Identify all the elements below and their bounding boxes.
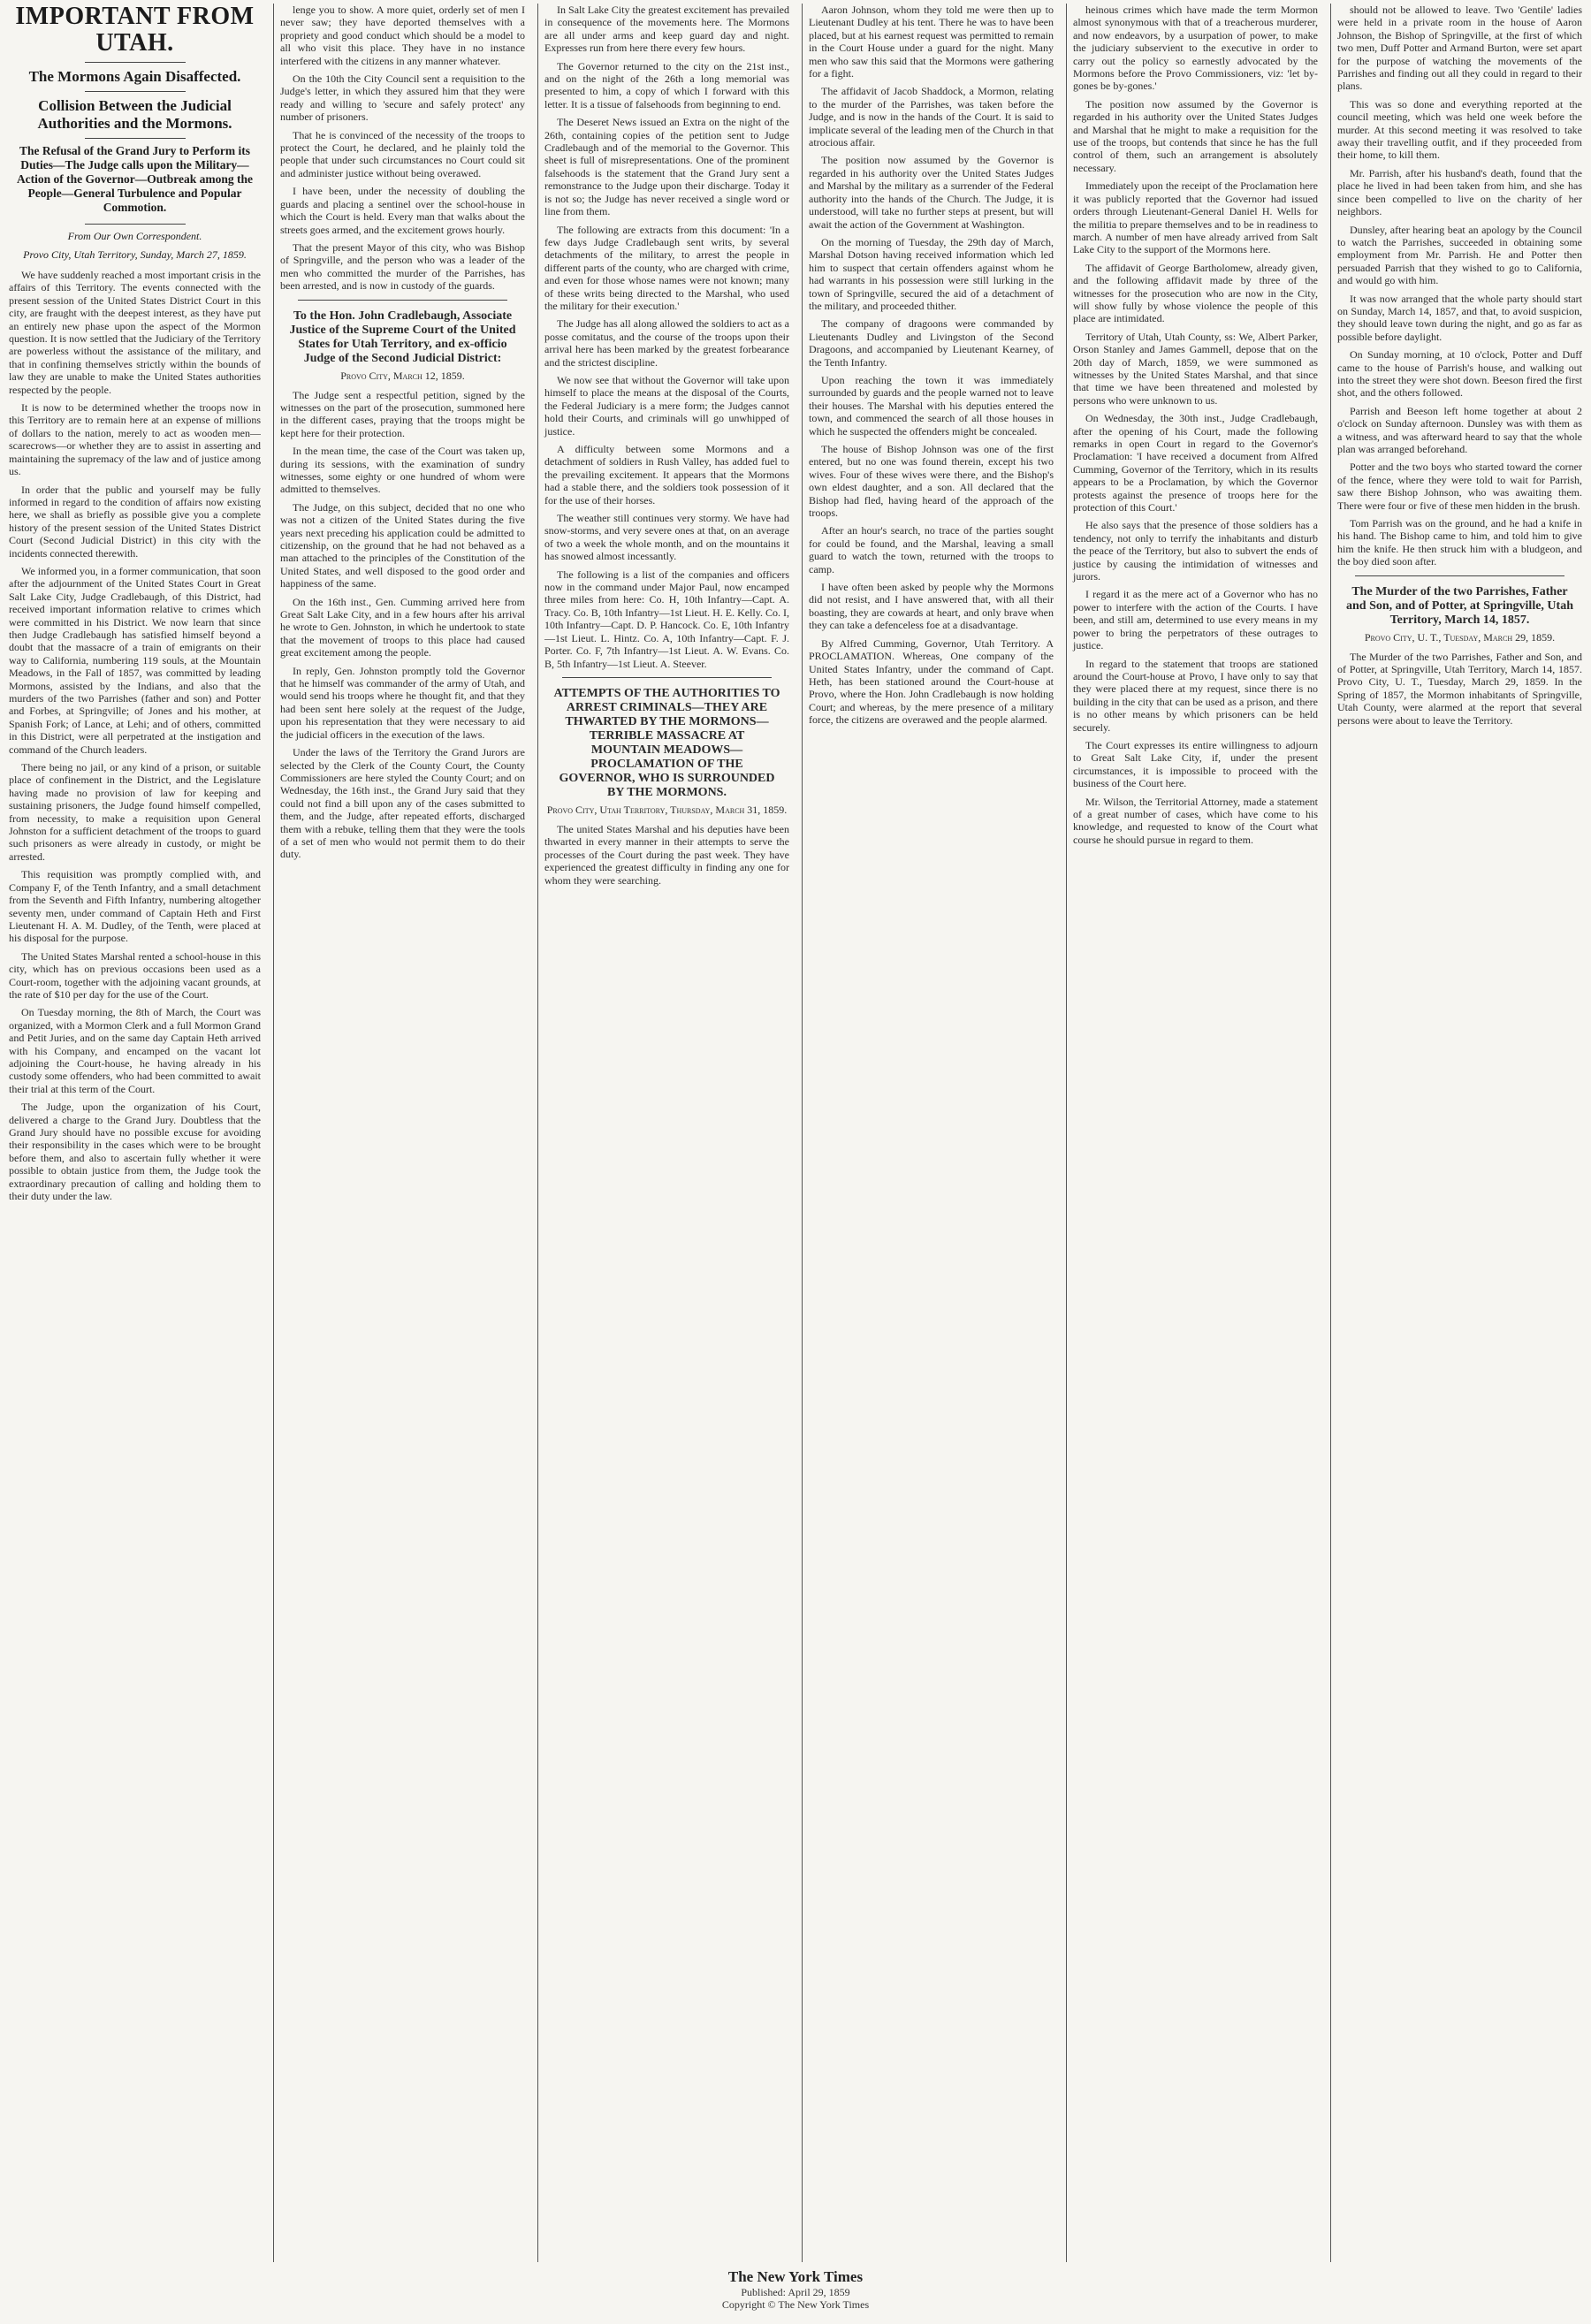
subhead-title: To the Hon. John Cradlebaugh, Associate Justice of the Supreme Court of the United States for Utah Territory, and ex-officio Judge of the Second Judicial District:	[289, 309, 516, 365]
paragraph: It is now to be determined whether the troops now in this Territory are to remain here at an expense of millions of dollars to the nation, merely to act as wooden men—scarecrows—or whether they are to assist in asserting and maintaining the supremacy of the law and of justice among us.	[9, 401, 261, 478]
subhead-title: The Murder of the two Parrishes, Father and Son, and of Potter, at Springville, Utah Territory, March 14, 1857.	[1346, 584, 1573, 627]
paragraph: There being no jail, or any kind of a prison, or suitable place of confinement in the District, and the Legislature having made no provision of law for keeping and sustaining prisoners, the Judge found himself compelled, from necessity, to make a requisition upon General Johnston for a sufficient detachment of the troops to guard such prisoners as were already in custody, or might be arrested.	[9, 761, 261, 863]
article-header	[9, 4, 261, 262]
paragraph: should not be allowed to leave. Two 'Gentile' ladies were held in a private room in the house of Aaron Johnson, the Bishop of Springville, at the first of which two men, Duff Potter and Armand Burton, were set apart for the purpose of watching the movements of the Parrishes and finding out all they could in regard to their plans.	[1337, 4, 1582, 93]
paragraph: On the 16th inst., Gen. Cumming arrived here from Great Salt Lake City, and in a few hours after his arrival he wrote to Gen. Johnston, in which he undertook to state that the movement of troops to this place had caused great excitement among the people.	[280, 595, 525, 659]
paragraph: In order that the public and yourself may be fully informed in regard to the condition of affairs now existing here, we shall as briefly as possible give you a complete history of the present session of the United States District Court (Second Judicial District) in this city with the incidents connected therewith.	[9, 483, 261, 560]
deck-1: The Mormons Again Disaffected.	[28, 68, 241, 85]
subhead-dateline: Provo City, March 12, 1859.	[340, 369, 465, 382]
paragraph: Tom Parrish was on the ground, and he had a knife in his hand. The Bishop came to him, and told him to give him the knife. He then struck him with a bludgeon, and the boy died soon after.	[1337, 517, 1582, 568]
section-rule	[298, 300, 507, 301]
column-4	[802, 4, 1054, 2262]
column-1-body	[9, 269, 261, 1202]
section-rule	[1355, 575, 1564, 576]
paragraph: That the present Mayor of this city, who was Bishop of Springville, and the person who was a leader of the men who committed the murder of the Parrishes, has been arrested, and is now in custody of the guards.	[280, 240, 525, 293]
paragraph: The affidavit of Jacob Shaddock, a Mormon, relating to the murder of the Parrishes, was taken before the Judge, and is now in the hands of the Court. It is said to implicate several of the leading men of the Church in that atrocious affair.	[809, 85, 1054, 149]
deck-3: The Refusal of the Grand Jury to Perform its Duties—The Judge calls upon the Military—Action of the Governor—Outbreak among the People—General Turbulence and Popular Commotion.	[16, 144, 254, 214]
paragraph: He also says that the presence of those soldiers has a tendency, not only to terrify the inhabitants and disturb the peace of the Territory, but also to subvert the ends of justice by causing the intimidation of witnesses and jurors.	[1073, 519, 1318, 583]
paragraph: The united States Marshal and his deputies have been thwarted in every manner in their attempts to serve the processes of the Court during the past week. They have experienced the greatest difficulty in finding any one for whom they were searching.	[544, 822, 789, 887]
paragraph: In Salt Lake City the greatest excitement has prevailed in consequence of the movements here. The Mormons are all under arms and keep guard day and night. Expresses run from here there every few hours.	[544, 4, 789, 55]
column-6-body	[1337, 4, 1582, 727]
paragraph: In the mean time, the case of the Court was taken up, during its sessions, with the examination of sundry witnesses, some eighty or one hundred of whom were admitted to themselves.	[280, 445, 525, 496]
paragraph: By Alfred Cumming, Governor, Utah Territory. A PROCLAMATION. Whereas, One company of the United States Infantry, under the command of Capt. Heth, has been stationed around the Court-house at Provo, where the Hon. John Cradlebaugh is now holding Court; and whereas, by the mere presence of a military force, the citizens are overawed and the people alarmed.	[809, 636, 1054, 727]
paragraph: The Judge, on this subject, decided that no one who was not a citizen of the United States during the five years next preceding his application could be admitted to citizenship, on the ground that he had not behaved as a man attached to the principles of the Constitution of the United States, and well disposed to the good order and happiness of the same.	[280, 500, 525, 591]
paragraph: I have been, under the necessity of doubling the guards and placing a sentinel over the school-house in which the Court is held. Every man that walks about the streets goes armed, and the excitement grows hourly.	[280, 185, 525, 236]
paragraph: That he is convinced of the necessity of the troops to protect the Court, he declared, and he plainly told the people that under such circumstances no Court could sit and administer justice without being overawed.	[280, 128, 525, 179]
deck-rule-2	[85, 138, 186, 139]
paragraph: Dunsley, after hearing beat an apology by the Council to watch the Parrishes, succeeded in obtaining some employment from Mr. Parrish. He and Potter then persuaded Parrish that they wished to go to California, and would go with him.	[1337, 223, 1582, 287]
deck-rule-3	[85, 224, 186, 225]
column-1	[9, 4, 261, 2262]
section-rule	[562, 677, 772, 678]
paragraph: After an hour's search, no trace of the parties sought for could be found, and the Marshal, leaving a small guard to watch the town, returned with the troops to camp.	[809, 524, 1054, 575]
column-3-body	[544, 4, 789, 887]
paragraph: On the morning of Tuesday, the 29th day of March, Marshal Dotson having received information which led him to suspect that certain offenders against whom he had warrants in his possession were still lurking in the town of Springville, secured the aid of a detachment of the military, and proceeded thither.	[809, 235, 1054, 312]
column-5	[1066, 4, 1318, 2262]
paragraph: This requisition was promptly complied with, and Company F, of the Tenth Infantry, and a small detachment from the Seventh and Fifth Infantry, numbering altogether seventy men, under command of Captain Heth and First Lieutenant H. A. M. Dudley, of the Tenth, were placed at his disposal for the purpose.	[9, 868, 261, 945]
paragraph: Mr. Parrish, after his husband's death, found that the place he lived in had been taken from him, and she has since been compelled to live on the charity of her neighbors.	[1337, 166, 1582, 218]
deck-2: Collision Between the Judicial Authorities and the Mormons.	[37, 97, 232, 132]
paragraph: The Judge has all along allowed the soldiers to act as a posse comitatus, and the course of the troops upon their arrival here has been marked by the greatest forbearance and the strictest discipline.	[544, 317, 789, 369]
paragraph: In regard to the statement that troops are stationed around the Court-house at Provo, I have only to say that they were placed there at my request, since there is no building in the city that can be used as a prison, and there is no other means by which prisoners can be held securely.	[1073, 657, 1318, 734]
headline-rule	[85, 62, 186, 63]
headline: IMPORTANT FROM UTAH.	[15, 4, 255, 57]
subhead-dateline: Provo City, U. T., Tuesday, March 29, 1859.	[1364, 630, 1556, 644]
paragraph: The Deseret News issued an Extra on the night of the 26th, containing copies of the petition sent to Judge Cradlebaugh and of the memorial to the Governor. This sheet is full of misrepresentations. One of the prominent falsehoods is the statement that the Grand Jury sent a remonstrance to the Judge upon their discharge. Today it is not so; the Judge has never received a single word or line from them.	[544, 116, 789, 218]
paragraph: The Murder of the two Parrishes, Father and Son, and of Potter, at Springville, Utah Territory, March 14, 1857. Provo City, U. T., Tuesday, March 29, 1859. In the Spring of 1857, the Mormon inhabitants of Springville, Utah County, were alarmed at the report that several persons were about to leave the Territory.	[1337, 650, 1582, 727]
subhead-title: ATTEMPTS OF THE AUTHORITIES TO ARREST CRIMINALS—THEY ARE THWARTED BY THE MORMONS—TERRIBLE MASSACRE AT MOUNTAIN MEADOWS—PROCLAMATION OF THE GOVERNOR, WHO IS SURROUNDED BY THE MORMONS.	[553, 686, 780, 799]
copyright-notice: Copyright © The New York Times	[721, 2298, 870, 2311]
paragraph: The position now assumed by the Governor is regarded in his authority over the United States Judges and Marshal that he might to make a requisition for the use of the troops, but contends that since he has the full control of them, such an arrangement is absolutely necessary.	[1073, 97, 1318, 174]
paragraph: Mr. Wilson, the Territorial Attorney, made a statement of a great number of cases, which have come to his knowledge, and requested to know of the Court what course he should pursue in regard to them.	[1073, 795, 1318, 846]
paragraph: The following is a list of the companies and officers now in the command under Major Paul, now encamped three miles from here: Co. H, 10th Infantry—Capt. A. Tracy. Co. B, 10th Infantry—1st Lieut. H. E. Kelly. Co. I, 10th Infantry—Capt. D. P. Hancock. Co. E, 10th Infantry—1st Lieut. L. Hintz. Co. A, 10th Infantry—Capt. F. J. Porter. Co. F, 7th Infantry—1st Lieut. A. W. Evans. Co. B, 5th Infantry—1st Lieut. A. Steever.	[544, 568, 789, 670]
subhead-dateline: Provo City, Utah Territory, Thursday, March 31, 1859.	[546, 803, 788, 816]
paragraph: The affidavit of George Bartholomew, already given, and the following affidavit made by three of the witnesses for the prosecution who are now in the City, will show fully by whose violence the people of this place are intimidated.	[1073, 261, 1318, 325]
paragraph: I have often been asked by people why the Mormons did not resist, and I have answered that, with all their boasting, they are cowards at heart, and only brave when they can take a defenceless foe at a disadvantage.	[809, 581, 1054, 632]
publication-date: Published: April 29, 1859	[741, 2286, 850, 2298]
column-2-subhead	[280, 309, 525, 382]
paragraph: This was so done and everything reported at the council meeting, which was held one week before the murder. At this second meeting it was resolved to take away their travelling outfit, and if they proceeded from their home, to kill them.	[1337, 97, 1582, 162]
correspondent-line: From Our Own Correspondent.	[67, 230, 202, 242]
paragraph: The Governor returned to the city on the 21st inst., and on the night of the 26th a long memorial was presented to him, a copy of which I forward with this letter. It is a tissue of falsehoods from beginning to end.	[544, 59, 789, 110]
paragraph: We have suddenly reached a most important crisis in the affairs of this Territory. The events connected with the present session of the United States District Court in this city, are fraught with the deepest interest, as they have put an entirely new phase upon the aspect of the Mormon question. It is now settled that the Judiciary of the Territory are powerless without the assistance of the military, and that in confining themselves strictly within the bounds of law they are unable to make the United States authorities respected by the people.	[9, 269, 261, 396]
paragraph: The Judge sent a respectful petition, signed by the witnesses on the part of the prosecution, summoned here in the different cases, praying that the troops might be kept here for their protection.	[280, 388, 525, 439]
paragraph: Aaron Johnson, whom they told me were then up to Lieutenant Dudley at his tent. There he was to have been placed, but at his earnest request was permitted to remain in the Court House under a guard for the night. Many men who saw this said that the Mormons were gathering for a fight.	[809, 4, 1054, 80]
paragraph: On Tuesday morning, the 8th of March, the Court was organized, with a Mormon Clerk and a full Mormon Grand and Petit Juries, and on the same day Captain Heth arrived with his Company, and encamped on the vacant lot adjoining the Court-house, he having already in his custody some offenders, who had been committed to await their trial at this term of the Court.	[9, 1006, 261, 1095]
paragraph: We informed you, in a former communication, that soon after the adjournment of the United States Court in Great Salt Lake City, Judge Cradlebaugh, of this District, had received important information relative to crimes which were committed in his District. We now learn that since then Judge Cradlebaugh has satisfied himself beyond a doubt that the massacre of a train of emigrants on their way to California, numbering 119 souls, at the Mountain Meadows, in the Fall of 1857, was committed by leading Mormons, assisted by the Indians, and also that the murders of the two Parrishes (father and son) and Potter and Forbes, at Springville; of Jones and his mother, at Spanish Fork; of Lance, at Lehi; and of others, committed in this District, were all perpetrated at the instigation and command of the Church leaders.	[9, 564, 261, 756]
paragraph: Immediately upon the receipt of the Proclamation here it was publicly reported that the Governor had issued orders through Lieutenant-General Daniel H. Wells for the militia to prepare themselves and to be in readiness to march. A number of men have already arrived from Salt Lake City to the support of the Mormons here.	[1073, 179, 1318, 256]
paragraph: Potter and the two boys who started toward the corner of the fence, where they were told to wait for Parrish, saw there Bishop Johnson, who was awaiting them. There were four or five of these men hidden in the brush.	[1337, 461, 1582, 512]
column-6-subhead	[1337, 585, 1582, 644]
paragraph: The weather still continues very stormy. We have had snow-storms, and very severe ones at that, on an average of two a week the whole month, and on the mountains it has snowed almost incessantly.	[544, 512, 789, 563]
paragraph: On Wednesday, the 30th inst., Judge Cradlebaugh, after the opening of his Court, made the following remarks in open Court in regard to the Governor's Proclamation: 'I have received a document from Alfred Cumming, Governor of the Territory, which in its results appears to be a Proclamation, by which the Governor protests against the presence of troops here for the protection of this Court.'	[1073, 412, 1318, 514]
paragraph: Upon reaching the town it was immediately surrounded by guards and the people warned not to leave their houses. The Marshal with his deputies entered the town, and commenced the search of all those houses in which he suspected the offenders might be concealed.	[809, 373, 1054, 438]
column-4-body	[809, 4, 1054, 727]
deck-rule-1	[85, 91, 186, 92]
paragraph: The Judge, upon the organization of his Court, delivered a charge to the Grand Jury. Doubtless that the Grand Jury should have no possible excuse for avoiding their responsibility in the cases which were to be brought before them, and also to ascertain fully whether it were possible to obtain justice from them, the Judge took the extraordinary precaution of calling and holding them to their duty under the law.	[9, 1101, 261, 1203]
dateline: Provo City, Utah Territory, Sunday, March 27, 1859.	[23, 248, 247, 261]
paragraph: lenge you to show. A more quiet, orderly set of men I never saw; they have deported themselves with a propriety and good conduct which should be a model to all who visit this place. They have in no instance interfered with the citizens in any manner whatever.	[280, 4, 525, 67]
paragraph: I regard it as the mere act of a Governor who has no power to interfere with the action of the Courts. I have been, and still am, determined to use every means in my power to bring the perpetrators of these outrages to justice.	[1073, 588, 1318, 652]
masthead-logo: The New York Times	[727, 2268, 864, 2285]
paragraph: The position now assumed by the Governor is regarded in his authority over the United States Judges and Marshal by the military as a surrender of the Federal authority into the hands of the Church. The Judge, it is understood, will take no further steps at present, but will await the action of the Government at Washington.	[809, 154, 1054, 231]
paragraph: The company of dragoons were commanded by Lieutenants Dudley and Livingston of the Second Dragoons, and accompanied by Lieutenant Kearney, of the Tenth Infantry.	[809, 317, 1054, 369]
article-columns	[9, 4, 1582, 2262]
column-5-body	[1073, 4, 1318, 846]
paragraph: We now see that without the Governor will take upon himself to place the means at the disposal of the Courts, the Federal Judiciary is a mere form; the Judges cannot hold their Courts, and criminals will go unwhipped of justice.	[544, 373, 789, 438]
paragraph: The following are extracts from this document: 'In a few days Judge Cradlebaugh sent writs, by several detachments of the military, to arrest the people in different parts of the county, who are charged with crime, and even for those whose names were not known; many of these writs being directed to the Marshal, who used the military for their execution.'	[544, 223, 789, 312]
column-6	[1330, 4, 1582, 2262]
paragraph: The United States Marshal rented a school-house in this city, which has on previous occasions been used as a Court-room, together with the adjoining vacant grounds, at the rate of $10 per day for the use of the Court.	[9, 949, 261, 1001]
paragraph: Parrish and Beeson left home together at about 2 o'clock on Sunday afternoon. Dunsley was with them as a witness, and was afterward heard to say that the whole plan was arranged beforehand.	[1337, 404, 1582, 455]
paragraph: On Sunday morning, at 10 o'clock, Potter and Duff came to the house of Parrish's house, and walking out into the street they were shot down. Beeson fired the first shot, and the others followed.	[1337, 348, 1582, 400]
paragraph: heinous crimes which have made the term Mormon almost synonymous with that of a treacherous murderer, and now endeavors, by a usurpation of power, to make the judiciary subservient to the executive in order to carry out the policy so earnestly advocated by the Mormons before the Provo Commissioners, viz: 'let by-gones be by-gones.'	[1073, 4, 1318, 93]
column-2	[273, 4, 525, 2262]
column-3	[537, 4, 789, 2262]
paragraph: Territory of Utah, Utah County, ss: We, Albert Parker, Orson Stanley and James Gammell, depose that on the 20th day of March, 1859, we were summoned as witnesses by the United States Marshal, and that since that time we have been threatened and molested by persons who were unknown to us.	[1073, 330, 1318, 407]
paragraph: On the 10th the City Council sent a requisition to the Judge's letter, in which they assured him that they were ready and willing to 'secure and safely protect' any number of prisoners.	[280, 72, 525, 124]
paragraph: Under the laws of the Territory the Grand Jurors are selected by the Clerk of the County Court, the County Commissioners are here styled the County Court; and on Wednesday, the 16th inst., the Grand Jury said that they could not find a bill upon any of the cases submitted to them, and the Judge, after repeated efforts, discharged them with a rebuke, telling them that they were the tools of a set of men who would not permit them to do their duty.	[280, 746, 525, 861]
paragraph: The Court expresses its entire willingness to adjourn to Great Salt Lake City, if, under the present circumstances, it is impossible to proceed with the business of the Court here.	[1073, 738, 1318, 790]
paragraph: A difficulty between some Mormons and a detachment of soldiers in Rush Valley, has added fuel to the prevailing excitement. It appears that the Mormons had a stable there, and the soldiers took possession of it for the use of their horses.	[544, 443, 789, 507]
paragraph: It was now arranged that the whole party should start on Sunday, March 14, 1857, and that, to avoid suspicion, they should leave town during the night, and go as far as possible before daylight.	[1337, 292, 1582, 343]
column-3-subhead	[544, 687, 789, 816]
column-2-body	[280, 4, 525, 861]
paragraph: The house of Bishop Johnson was one of the first entered, but no one was found therein, except his two wives. Four of these wives were there, and the Bishop's own eldest daughter, and a son. All declared that the Bishop had fled, having heard of the approach of the troops.	[809, 443, 1054, 520]
paragraph: In reply, Gen. Johnston promptly told the Governor that he himself was commander of the army of Utah, and would send his troops where he thought fit, and that they had been sent here solely at the request of the Judge, upon his representation that they were necessary to aid the judicial officers in the execution of the laws.	[280, 664, 525, 741]
page-footer	[0, 2268, 1591, 2311]
